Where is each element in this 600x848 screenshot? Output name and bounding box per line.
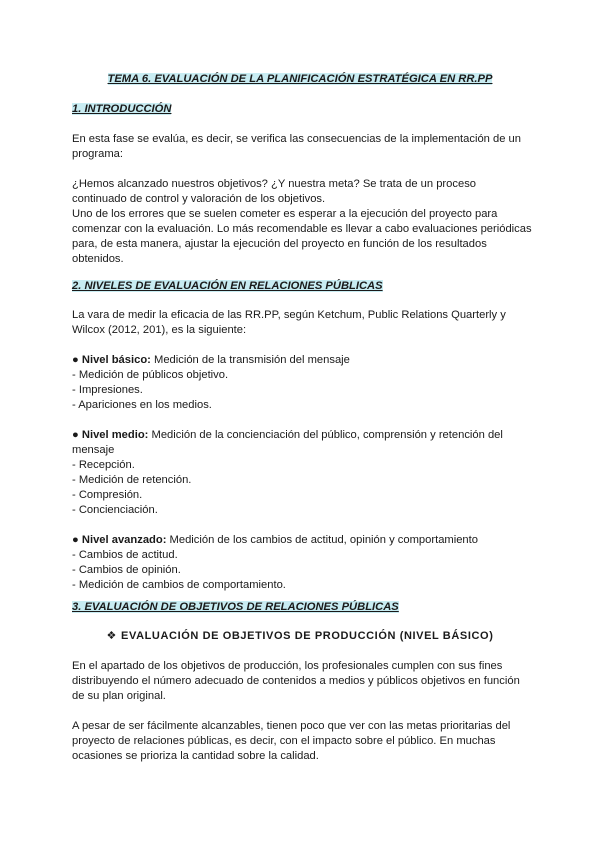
- title-text: TEMA 6. EVALUACIÓN DE LA PLANIFICACIÓN ESTRATÉGICA EN RR.PP: [107, 73, 493, 85]
- list-item: - Cambios de actitud.: [72, 549, 178, 561]
- level-medium-desc: Medición de la concienciación del público, comprensión y retención del mensaje: [72, 429, 503, 456]
- section-1-paragraph-2: ¿Hemos alcanzado nuestros objetivos? ¿Y nuestra meta? Se trata de un proceso continuado de control y valoración de los objetivos.: [72, 178, 477, 205]
- section-1-paragraph-1: En esta fase se evalúa, es decir, se verifica las consecuencias de la implementación de un programa:: [72, 133, 521, 160]
- level-basic-heading: [72, 353, 532, 368]
- section-2-body: [72, 308, 532, 593]
- section-3-subheading: [0, 629, 600, 644]
- section-1-body: [72, 132, 532, 267]
- level-medium: [72, 428, 532, 518]
- list-item: - Impresiones.: [72, 384, 143, 396]
- level-advanced-name: Nivel avanzado:: [81, 534, 167, 546]
- level-basic: [72, 353, 532, 413]
- level-medium-heading: [72, 428, 532, 458]
- section-3-paragraph-1: En el apartado de los objetivos de producción, los profesionales cumplen con sus fines distribuyendo el número adecuado de contenidos a medios y públicos objetivos en función de su plan original.: [72, 660, 520, 702]
- list-item: - Medición de cambios de comportamiento.: [72, 579, 286, 591]
- level-advanced-heading: [72, 533, 532, 548]
- section-1-heading: [72, 102, 532, 117]
- bullet-icon: ●: [72, 534, 79, 546]
- section-3-body: [72, 659, 532, 764]
- section-2-heading-text: 2. NIVELES DE EVALUACIÓN EN RELACIONES PÚBLICAS: [72, 280, 383, 292]
- section-1-paragraph-3: Uno de los errores que se suelen cometer es esperar a la ejecución del proyecto para comenzar con la evaluación. Lo más recomendable es llevar a cabo evaluaciones periódicas para, de esta manera, ajustar la ejecución del proyecto en función de los resultados obtenidos.: [72, 208, 532, 265]
- diamond-bullet-icon: ❖: [106, 630, 118, 642]
- list-item: - Concienciación.: [72, 504, 158, 516]
- list-item: - Medición de públicos objetivo.: [72, 369, 229, 381]
- level-medium-name: Nivel medio:: [81, 429, 149, 441]
- section-2-heading: [72, 279, 532, 294]
- section-3-heading: [72, 600, 532, 615]
- section-1-heading-text: 1. INTRODUCCIÓN: [72, 103, 172, 115]
- section-2-intro: La vara de medir la eficacia de las RR.PP, según Ketchum, Public Relations Quarterly y Wilcox (2012, 201), es la siguiente:: [72, 309, 506, 336]
- section-3-heading-text: 3. EVALUACIÓN DE OBJETIVOS DE RELACIONES PÚBLICAS: [72, 601, 399, 613]
- list-item: - Apariciones en los medios.: [72, 399, 212, 411]
- list-item: - Recepción.: [72, 459, 135, 471]
- section-3-subheading-text: EVALUACIÓN DE OBJETIVOS DE PRODUCCIÓN (NIVEL BÁSICO): [121, 630, 494, 642]
- list-item: - Compresión.: [72, 489, 143, 501]
- level-advanced: [72, 533, 532, 593]
- bullet-icon: ●: [72, 354, 79, 366]
- level-advanced-desc: Medición de los cambios de actitud, opinión y comportamiento: [166, 534, 478, 546]
- list-item: - Cambios de opinión.: [72, 564, 181, 576]
- section-3-paragraph-2: A pesar de ser fácilmente alcanzables, tienen poco que ver con las metas prioritarias del proyecto de relaciones públicas, es decir, con el impacto sobre el público. En muchas ocasiones se prioriza la cantidad sobre la calidad.: [72, 720, 511, 762]
- level-basic-name: Nivel básico:: [81, 354, 151, 366]
- bullet-icon: ●: [72, 429, 79, 441]
- document-title: [0, 72, 600, 87]
- list-item: - Medición de retención.: [72, 474, 192, 486]
- level-basic-desc: Medición de la transmisión del mensaje: [150, 354, 350, 366]
